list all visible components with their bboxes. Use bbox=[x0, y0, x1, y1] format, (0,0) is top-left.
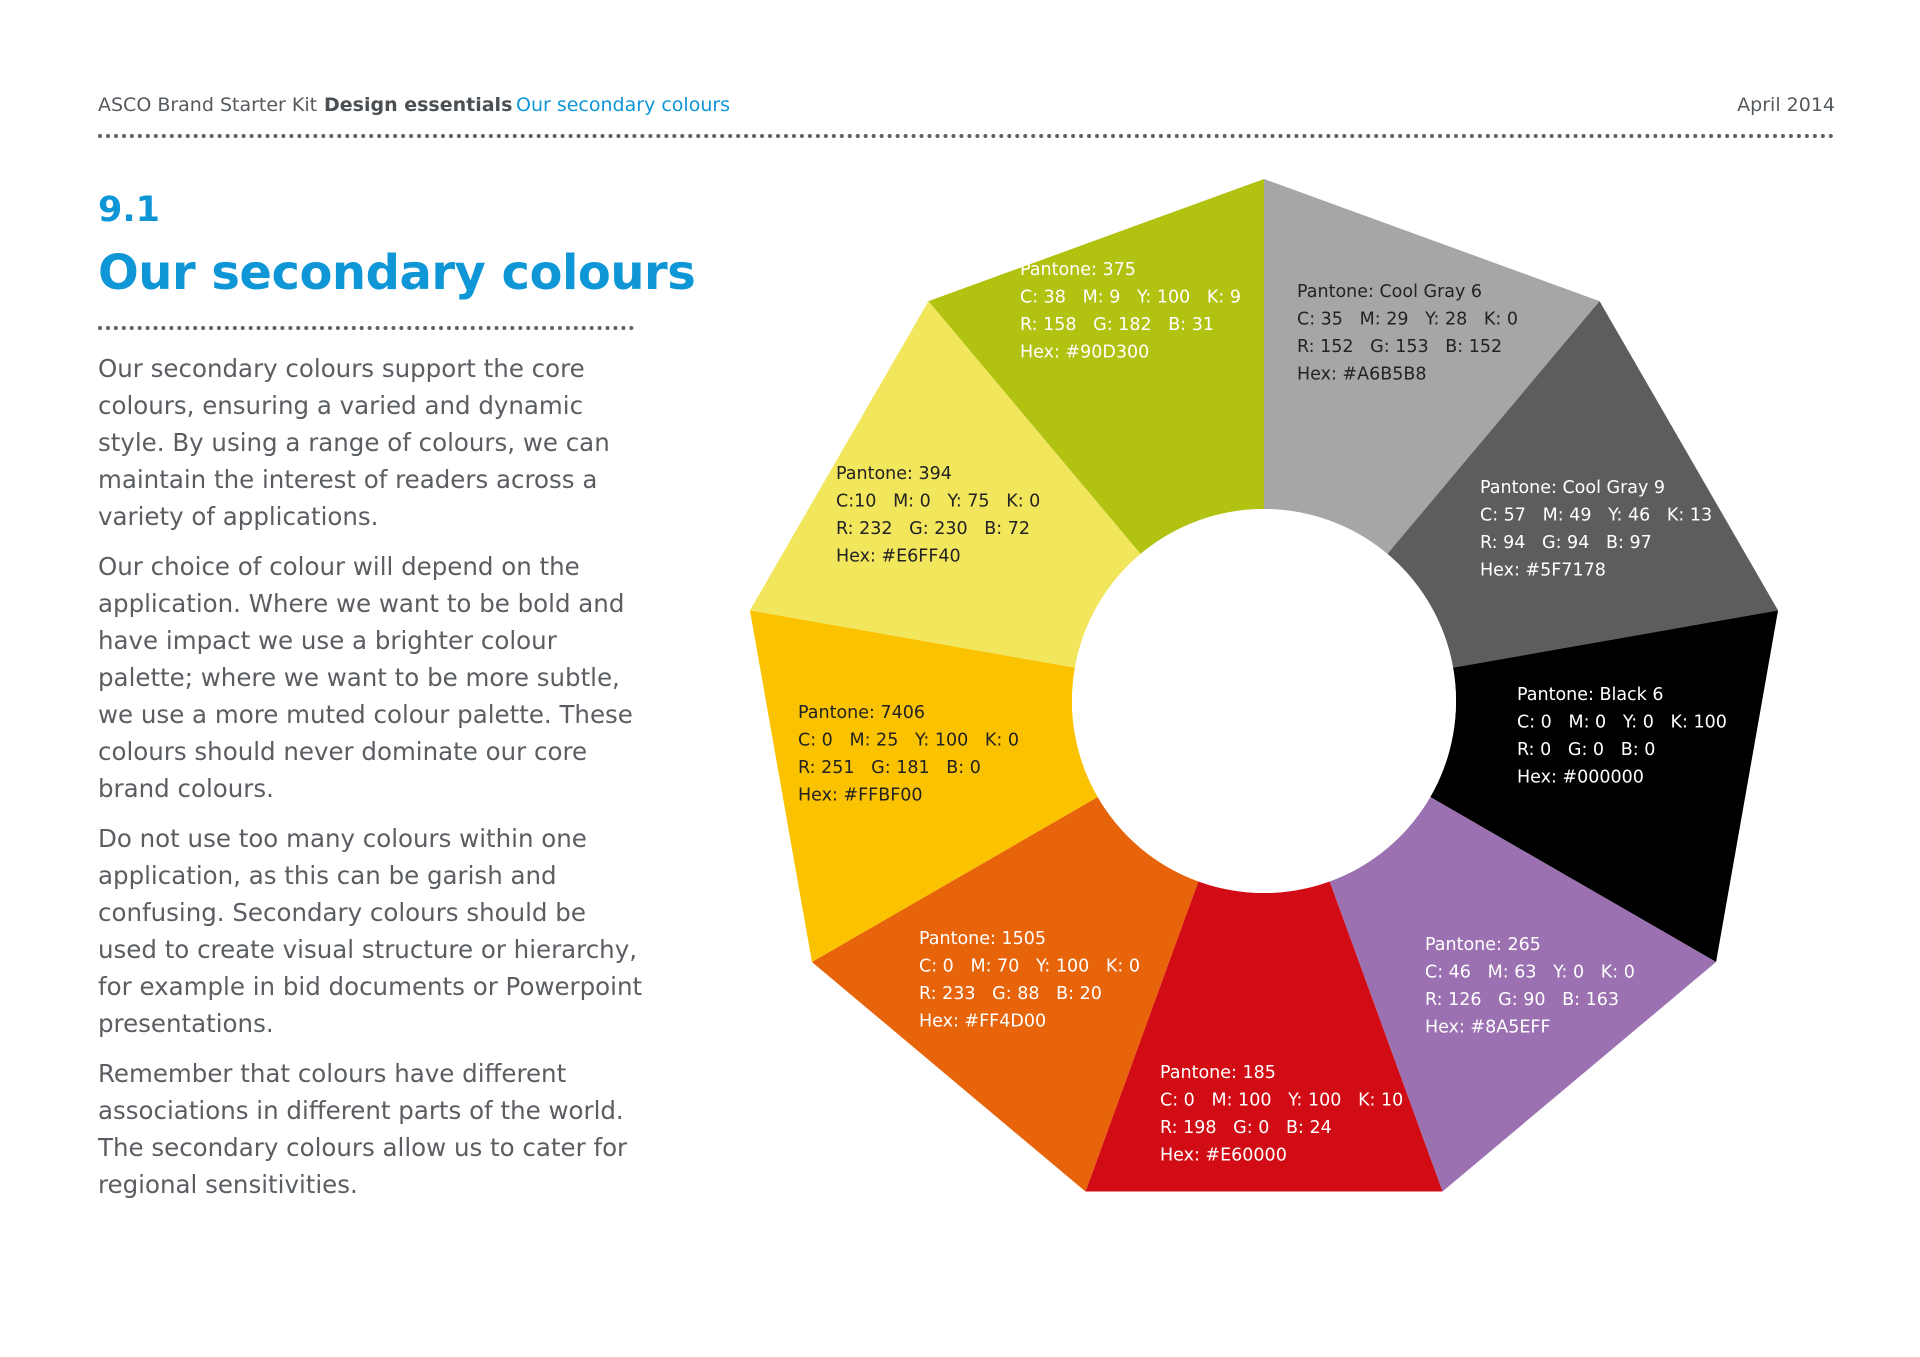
paragraph-4: Remember that colours have different associations in different parts of the world. The secondary colours allow us to cater for regional sensitivities. bbox=[98, 1059, 628, 1199]
swatch-label-line: Pantone: 265 bbox=[1425, 935, 1541, 955]
swatch-label-line: Pantone: 185 bbox=[1160, 1063, 1276, 1083]
swatch-label-line: R: 233 G: 88 B: 20 bbox=[919, 984, 1102, 1004]
swatch-label-line: C: 0 M: 25 Y: 100 K: 0 bbox=[798, 730, 1019, 751]
section-number: 9.1 bbox=[98, 190, 161, 230]
page-title: Our secondary colours bbox=[98, 245, 696, 301]
header-brand: ASCO Brand Starter Kit bbox=[98, 94, 318, 116]
swatch-label-line: Pantone: 7406 bbox=[798, 703, 926, 723]
swatch-label-line: Pantone: 394 bbox=[836, 464, 952, 484]
swatch-label-line: C: 35 M: 29 Y: 28 K: 0 bbox=[1297, 309, 1518, 330]
swatch-label-line: C: 38 M: 9 Y: 100 K: 9 bbox=[1020, 287, 1241, 308]
swatch-label-line: R: 126 G: 90 B: 163 bbox=[1425, 990, 1620, 1010]
swatch-label-line: R: 198 G: 0 B: 24 bbox=[1160, 1118, 1332, 1138]
swatch-label-line: Hex: #E60000 bbox=[1160, 1145, 1287, 1166]
swatch-label-line: C: 0 M: 100 Y: 100 K: 10 bbox=[1160, 1090, 1404, 1111]
swatch-label-line: Pantone: 375 bbox=[1020, 260, 1136, 280]
swatch-label-line: R: 152 G: 153 B: 152 bbox=[1297, 337, 1503, 357]
swatch-label-line: Pantone: Cool Gray 9 bbox=[1480, 478, 1666, 498]
swatch-label-line: Pantone: Cool Gray 6 bbox=[1297, 282, 1483, 302]
swatch-label-line: R: 158 G: 182 B: 31 bbox=[1020, 315, 1215, 335]
paragraph-1: Our secondary colours support the core colours, ensuring a varied and dynamic style. By using a range of colours, we can maintain the interest of readers across a variety of applications. bbox=[98, 354, 610, 531]
swatch-label-line: C:10 M: 0 Y: 75 K: 0 bbox=[836, 491, 1041, 512]
header-date: April 2014 bbox=[1737, 94, 1835, 116]
swatch-label-line: R: 232 G: 230 B: 72 bbox=[836, 519, 1031, 539]
swatch-label-line: Hex: #E6FF40 bbox=[836, 546, 961, 567]
paragraph-2: Our choice of colour will depend on the application. Where we want to be bold and have impact we use a brighter colour palette; where we want to be more subtle, we use a more muted colour palette. These colours should never dominate our core brand colours. bbox=[98, 552, 633, 803]
swatch-label-line: Hex: #000000 bbox=[1517, 767, 1644, 788]
header-section: Design essentials bbox=[324, 94, 513, 116]
swatch-label-line: R: 94 G: 94 B: 97 bbox=[1480, 533, 1652, 553]
swatch-label-line: C: 0 M: 70 Y: 100 K: 0 bbox=[919, 956, 1140, 977]
swatch-label-line: Hex: #90D300 bbox=[1020, 342, 1150, 363]
swatch-label-line: C: 0 M: 0 Y: 0 K: 100 bbox=[1517, 712, 1727, 733]
swatch-label-line: C: 57 M: 49 Y: 46 K: 13 bbox=[1480, 505, 1713, 526]
swatch-label-line: Hex: #FFBF00 bbox=[798, 785, 923, 806]
paragraph-3: Do not use too many colours within one application, as this can be garish and confusing. Secondary colours should be used to create visual structure or hierarchy, for example in bid documents or Powerpoint presentations. bbox=[98, 824, 643, 1038]
swatch-label-line: Hex: #FF4D00 bbox=[919, 1011, 1047, 1032]
swatch-label-line: C: 46 M: 63 Y: 0 K: 0 bbox=[1425, 962, 1635, 983]
swatch-label-line: Pantone: Black 6 bbox=[1517, 685, 1664, 705]
header-page-title: Our secondary colours bbox=[516, 94, 731, 116]
wheel-center bbox=[1072, 509, 1456, 893]
swatch-label-line: Hex: #5F7178 bbox=[1480, 560, 1606, 581]
swatch-label-line: R: 251 G: 181 B: 0 bbox=[798, 758, 981, 778]
swatch-label-line: Pantone: 1505 bbox=[919, 929, 1047, 949]
swatch-label-line: R: 0 G: 0 B: 0 bbox=[1517, 740, 1656, 760]
swatch-label-line: Hex: #8A5EFF bbox=[1425, 1017, 1551, 1038]
swatch-label-line: Hex: #A6B5B8 bbox=[1297, 364, 1427, 385]
